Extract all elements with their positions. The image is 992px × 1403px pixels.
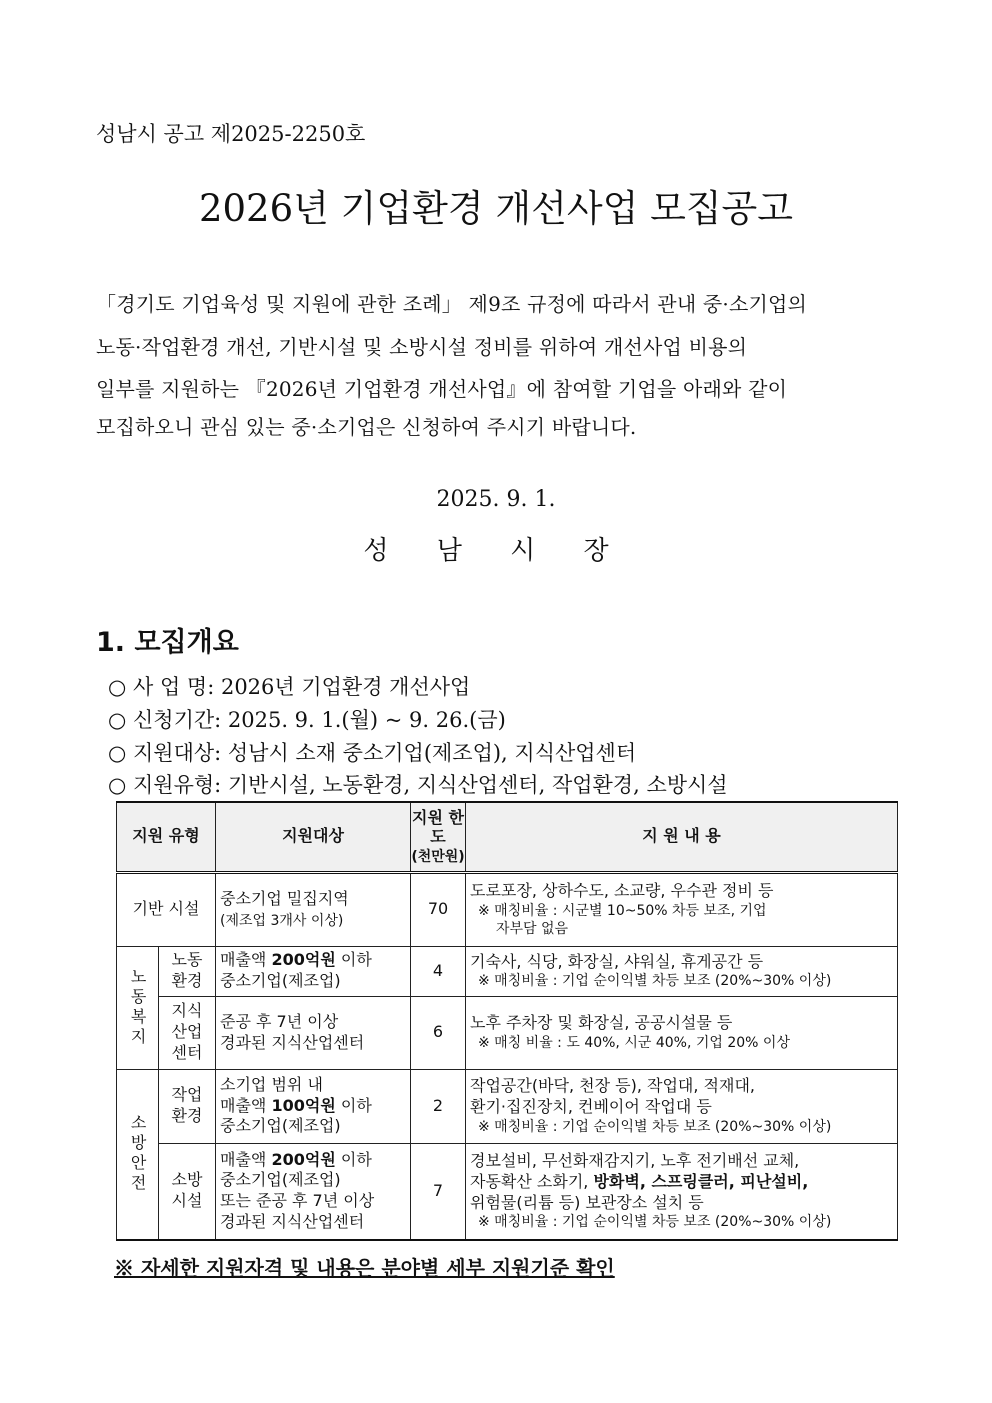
content-line: 환기·집진장치, 컨베이어 작업대 등 — [470, 1096, 712, 1116]
section-title: 1. 모집개요 — [96, 627, 239, 658]
table-row — [117, 946, 898, 996]
matching-note: ※ 매칭비율 : 기업 순이익별 차등 보조 (20%~30% 이상) — [478, 1118, 832, 1135]
row-target — [216, 996, 411, 1069]
matching-note: ※ 매칭비율 : 기업 순이익별 차등 보조 (20%~30% 이상) — [478, 1214, 832, 1231]
footnote: ※ 자세한 지원자격 및 내용은 분야별 세부 지원기준 확인 — [114, 1256, 615, 1280]
table-row — [117, 1143, 898, 1240]
intro-line: 노동·작업환경 개선, 기반시설 및 소방시설 정비를 위하여 개선사업 비용의 — [96, 335, 748, 359]
target-line: 중소기업 밀집지역 — [220, 888, 349, 908]
issuer-name: 성 남 시 장 — [363, 536, 629, 566]
row-target — [216, 872, 411, 946]
row-limit: 4 — [411, 946, 466, 996]
row-content — [466, 996, 898, 1069]
table-row — [117, 996, 898, 1069]
content-line: 위험물(리튬 등) 보관장소 설치 등 — [470, 1192, 704, 1212]
target-line: 경과된 지식산업센터 — [220, 1212, 365, 1232]
bullet-support-types: ○ 지원유형: 기반시설, 노동환경, 지식산업센터, 작업환경, 소방시설 — [108, 773, 728, 797]
content-line: 도로포장, 상하수도, 소교량, 우수관 정비 등 — [470, 880, 774, 900]
matching-note: ※ 매칭비율 : 기업 순이익별 차등 보조 (20%~30% 이상) — [478, 973, 832, 990]
matching-note: ※ 매칭비율 : 시군별 10~50% 차등 보조, 기업 — [478, 902, 767, 919]
content-line: 기숙사, 식당, 화장실, 샤워실, 휴게공간 등 — [470, 951, 764, 971]
header-limit-unit: (천만원) — [411, 849, 465, 866]
target-line: 소기업 범위 내 — [220, 1074, 323, 1094]
row-limit: 2 — [411, 1069, 466, 1143]
revenue-limit: 200억원 — [271, 950, 336, 970]
row-content: 경보설비, 무선화재감지기, 노후 전기배선 교체, 자동확산 소화기, 방화벽, 스프링클러, 피난설비, 위험물(리튬 등) 보관장소 설치 등 ※ 매칭비율 : 기업 순이익별 차등 보조 (20%~30% 이상) — [466, 1143, 898, 1240]
row-content — [466, 1069, 898, 1143]
notice-number: 성남시 공고 제2025-2250호 — [96, 122, 366, 146]
row-type: 지식 산업 센터 — [159, 996, 216, 1069]
row-target: 매출액 200억원 이하 중소기업(제조업) — [216, 946, 411, 996]
target-line: 준공 후 7년 이상 — [220, 1011, 339, 1031]
header-target: 지원대상 — [216, 802, 411, 872]
row-type: 기반 시설 — [117, 872, 216, 946]
content-line: 작업공간(바닥, 천장 등), 작업대, 적재대, — [470, 1076, 756, 1096]
bullet-eligible-target: ○ 지원대상: 성남시 소재 중소기업(제조업), 지식산업센터 — [108, 741, 637, 765]
header-limit-label: 지원 한도 — [412, 807, 464, 846]
table-row — [117, 1069, 898, 1143]
content-line: 노후 주차장 및 화장실, 공공시설물 등 — [470, 1013, 733, 1032]
row-content — [466, 872, 898, 946]
revenue-limit: 100억원 — [271, 1095, 336, 1115]
bullet-application-period: ○ 신청기간: 2025. 9. 1.(월) ~ 9. 26.(금) — [108, 708, 506, 732]
table-row — [117, 872, 898, 946]
target-line: 또는 준공 후 7년 이상 — [220, 1191, 375, 1211]
target-line: 중소기업(제조업) — [220, 1116, 341, 1136]
intro-line: 「경기도 기업육성 및 지원에 관한 조례」 제9조 규정에 따라서 관내 중·소기업의 — [96, 292, 808, 316]
intro-line: 모집하오니 관심 있는 중·소기업은 신청하여 주시기 바랍니다. — [96, 415, 637, 439]
matching-note: ※ 매칭 비율 : 도 40%, 시군 40%, 기업 20% 이상 — [478, 1034, 790, 1051]
support-table — [116, 801, 898, 1241]
target-line: 중소기업(제조업) — [220, 971, 341, 990]
row-type: 소방 시설 — [159, 1143, 216, 1240]
row-type: 작업 환경 — [159, 1069, 216, 1143]
announcement-date: 2025. 9. 1. — [436, 487, 556, 512]
header-limit — [411, 802, 466, 872]
target-line: 중소기업(제조업) — [220, 1170, 341, 1190]
row-target: 소기업 범위 내 매출액 100억원 이하 중소기업(제조업) — [216, 1069, 411, 1143]
header-content: 지 원 내 용 — [466, 802, 898, 872]
matching-note: 자부담 없음 — [496, 920, 569, 937]
row-limit: 70 — [411, 872, 466, 946]
target-line: (제조업 3개사 이상) — [220, 912, 344, 929]
intro-line: 일부를 지원하는 『2026년 기업환경 개선사업』에 참여할 기업을 아래와 같이 — [96, 377, 788, 401]
content-bold: 방화벽, 스프링클러, 피난설비, — [593, 1171, 809, 1191]
content-line: 경보설비, 무선화재감지기, 노후 전기배선 교체, — [470, 1150, 800, 1170]
table-header-row — [117, 802, 898, 872]
row-content — [466, 946, 898, 996]
target-line: 경과된 지식산업센터 — [220, 1032, 365, 1052]
row-type: 노동 환경 — [159, 946, 216, 996]
group-fire-safety: 소방안전 — [117, 1069, 159, 1240]
bullet-project-name: ○ 사 업 명: 2026년 기업환경 개선사업 — [108, 675, 471, 699]
row-target: 매출액 200억원 이하 중소기업(제조업) 또는 준공 후 7년 이상 경과된 지식산업센터 — [216, 1143, 411, 1240]
revenue-limit: 200억원 — [271, 1149, 336, 1169]
row-limit: 6 — [411, 996, 466, 1069]
row-limit: 7 — [411, 1143, 466, 1240]
page-title: 2026년 기업환경 개선사업 모집공고 — [198, 187, 794, 230]
group-labor-welfare: 노동복지 — [117, 946, 159, 1069]
header-type: 지원 유형 — [117, 802, 216, 872]
